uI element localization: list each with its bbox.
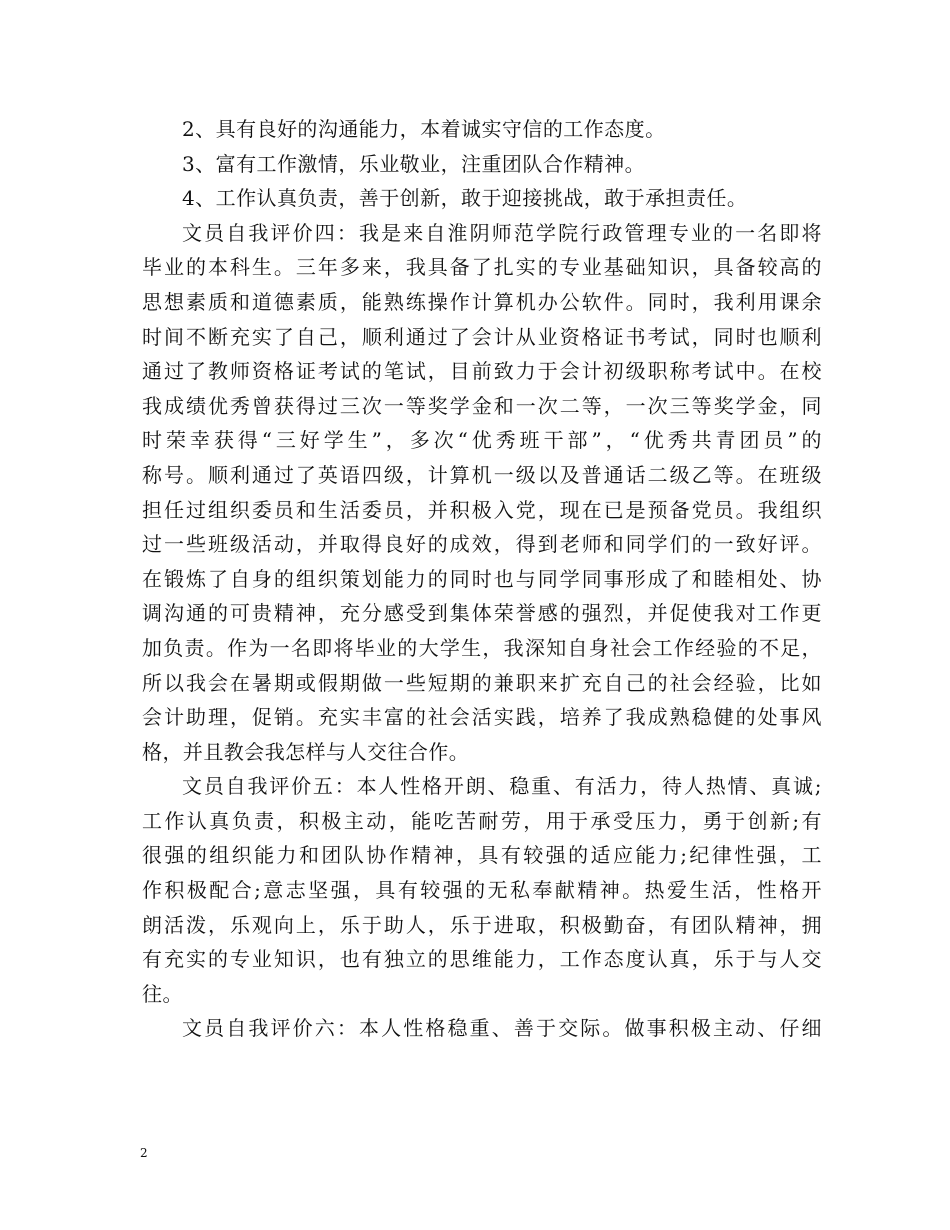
paragraph-line: 往。 xyxy=(142,981,183,1006)
paragraph-line: 文员自我评价六：本人性格稳重、善于交际。做事积极主动、仔细 xyxy=(182,1016,822,1041)
paragraph-line: 文员自我评价四：我是来自淮阴师范学院行政管理专业的一名即将 xyxy=(182,220,822,245)
list-item: 2、具有良好的沟通能力，本着诚实守信的工作态度。 xyxy=(182,117,666,141)
paragraph-line: 思想素质和道德素质，能熟练操作计算机办公软件。同时，我利用课余 xyxy=(142,289,822,314)
list-item: 4、工作认真负责，善于创新，敢于迎接挑战，敢于承担责任。 xyxy=(182,186,748,211)
paragraph-line: 过一些班级活动，并取得良好的成效，得到老师和同学们的一致好评。 xyxy=(142,532,822,557)
list-item: 3、富有工作激情，乐业敬业，注重团队合作精神。 xyxy=(182,151,646,176)
paragraph-line: 我成绩优秀曾获得过三次一等奖学金和一次二等，一次三等奖学金，同 xyxy=(142,393,822,418)
document-body xyxy=(142,112,822,1046)
page-number: 2 xyxy=(140,1146,148,1160)
paragraph-line: 时间不断充实了自己，顺利通过了会计从业资格证书考试，同时也顺利 xyxy=(142,324,822,349)
paragraph-line: 朗活泼，乐观向上，乐于助人，乐于进取，积极勤奋，有团队精神，拥 xyxy=(142,912,822,937)
paragraph-line: 在锻炼了自身的组织策划能力的同时也与同学同事形成了和睦相处、协 xyxy=(142,566,822,591)
paragraph-line: 加负责。作为一名即将毕业的大学生，我深知自身社会工作经验的不足， xyxy=(142,635,822,660)
paragraph-line: 所以我会在暑期或假期做一些短期的兼职来扩充自己的社会经验，比如 xyxy=(142,670,822,695)
paragraph-line: 通过了教师资格证考试的笔试，目前致力于会计初级职称考试中。在校 xyxy=(142,359,822,384)
paragraph-line: 有充实的专业知识，也有独立的思维能力，工作态度认真，乐于与人交 xyxy=(142,947,822,972)
paragraph-line: 很强的组织能力和团队协作精神，具有较强的适应能力;纪律性强，工 xyxy=(142,843,822,868)
paragraph-line: 称号。顺利通过了英语四级，计算机一级以及普通话二级乙等。在班级 xyxy=(142,462,822,487)
paragraph-line: 文员自我评价五：本人性格开朗、稳重、有活力，待人热情、真诚; xyxy=(182,774,822,799)
paragraph-line: 毕业的本科生。三年多来，我具备了扎实的专业基础知识，具备较高的 xyxy=(142,255,822,280)
paragraph-line: 工作认真负责，积极主动，能吃苦耐劳，用于承受压力，勇于创新;有 xyxy=(142,808,822,833)
paragraph-line: 时荣幸获得“三好学生”，多次“优秀班干部”，“优秀共青团员”的 xyxy=(142,428,822,453)
paragraph-line: 格，并且教会我怎样与人交往合作。 xyxy=(142,739,470,764)
paragraph-line: 作积极配合;意志坚强，具有较强的无私奉献精神。热爱生活，性格开 xyxy=(142,878,822,903)
paragraph-line: 担任过组织委员和生活委员，并积极入党，现在已是预备党员。我组织 xyxy=(142,497,822,522)
paragraph-line: 调沟通的可贵精神，充分感受到集体荣誉感的强烈，并促使我对工作更 xyxy=(142,601,822,626)
paragraph-line: 会计助理，促销。充实丰富的社会活实践，培养了我成熟稳健的处事风 xyxy=(142,705,822,730)
